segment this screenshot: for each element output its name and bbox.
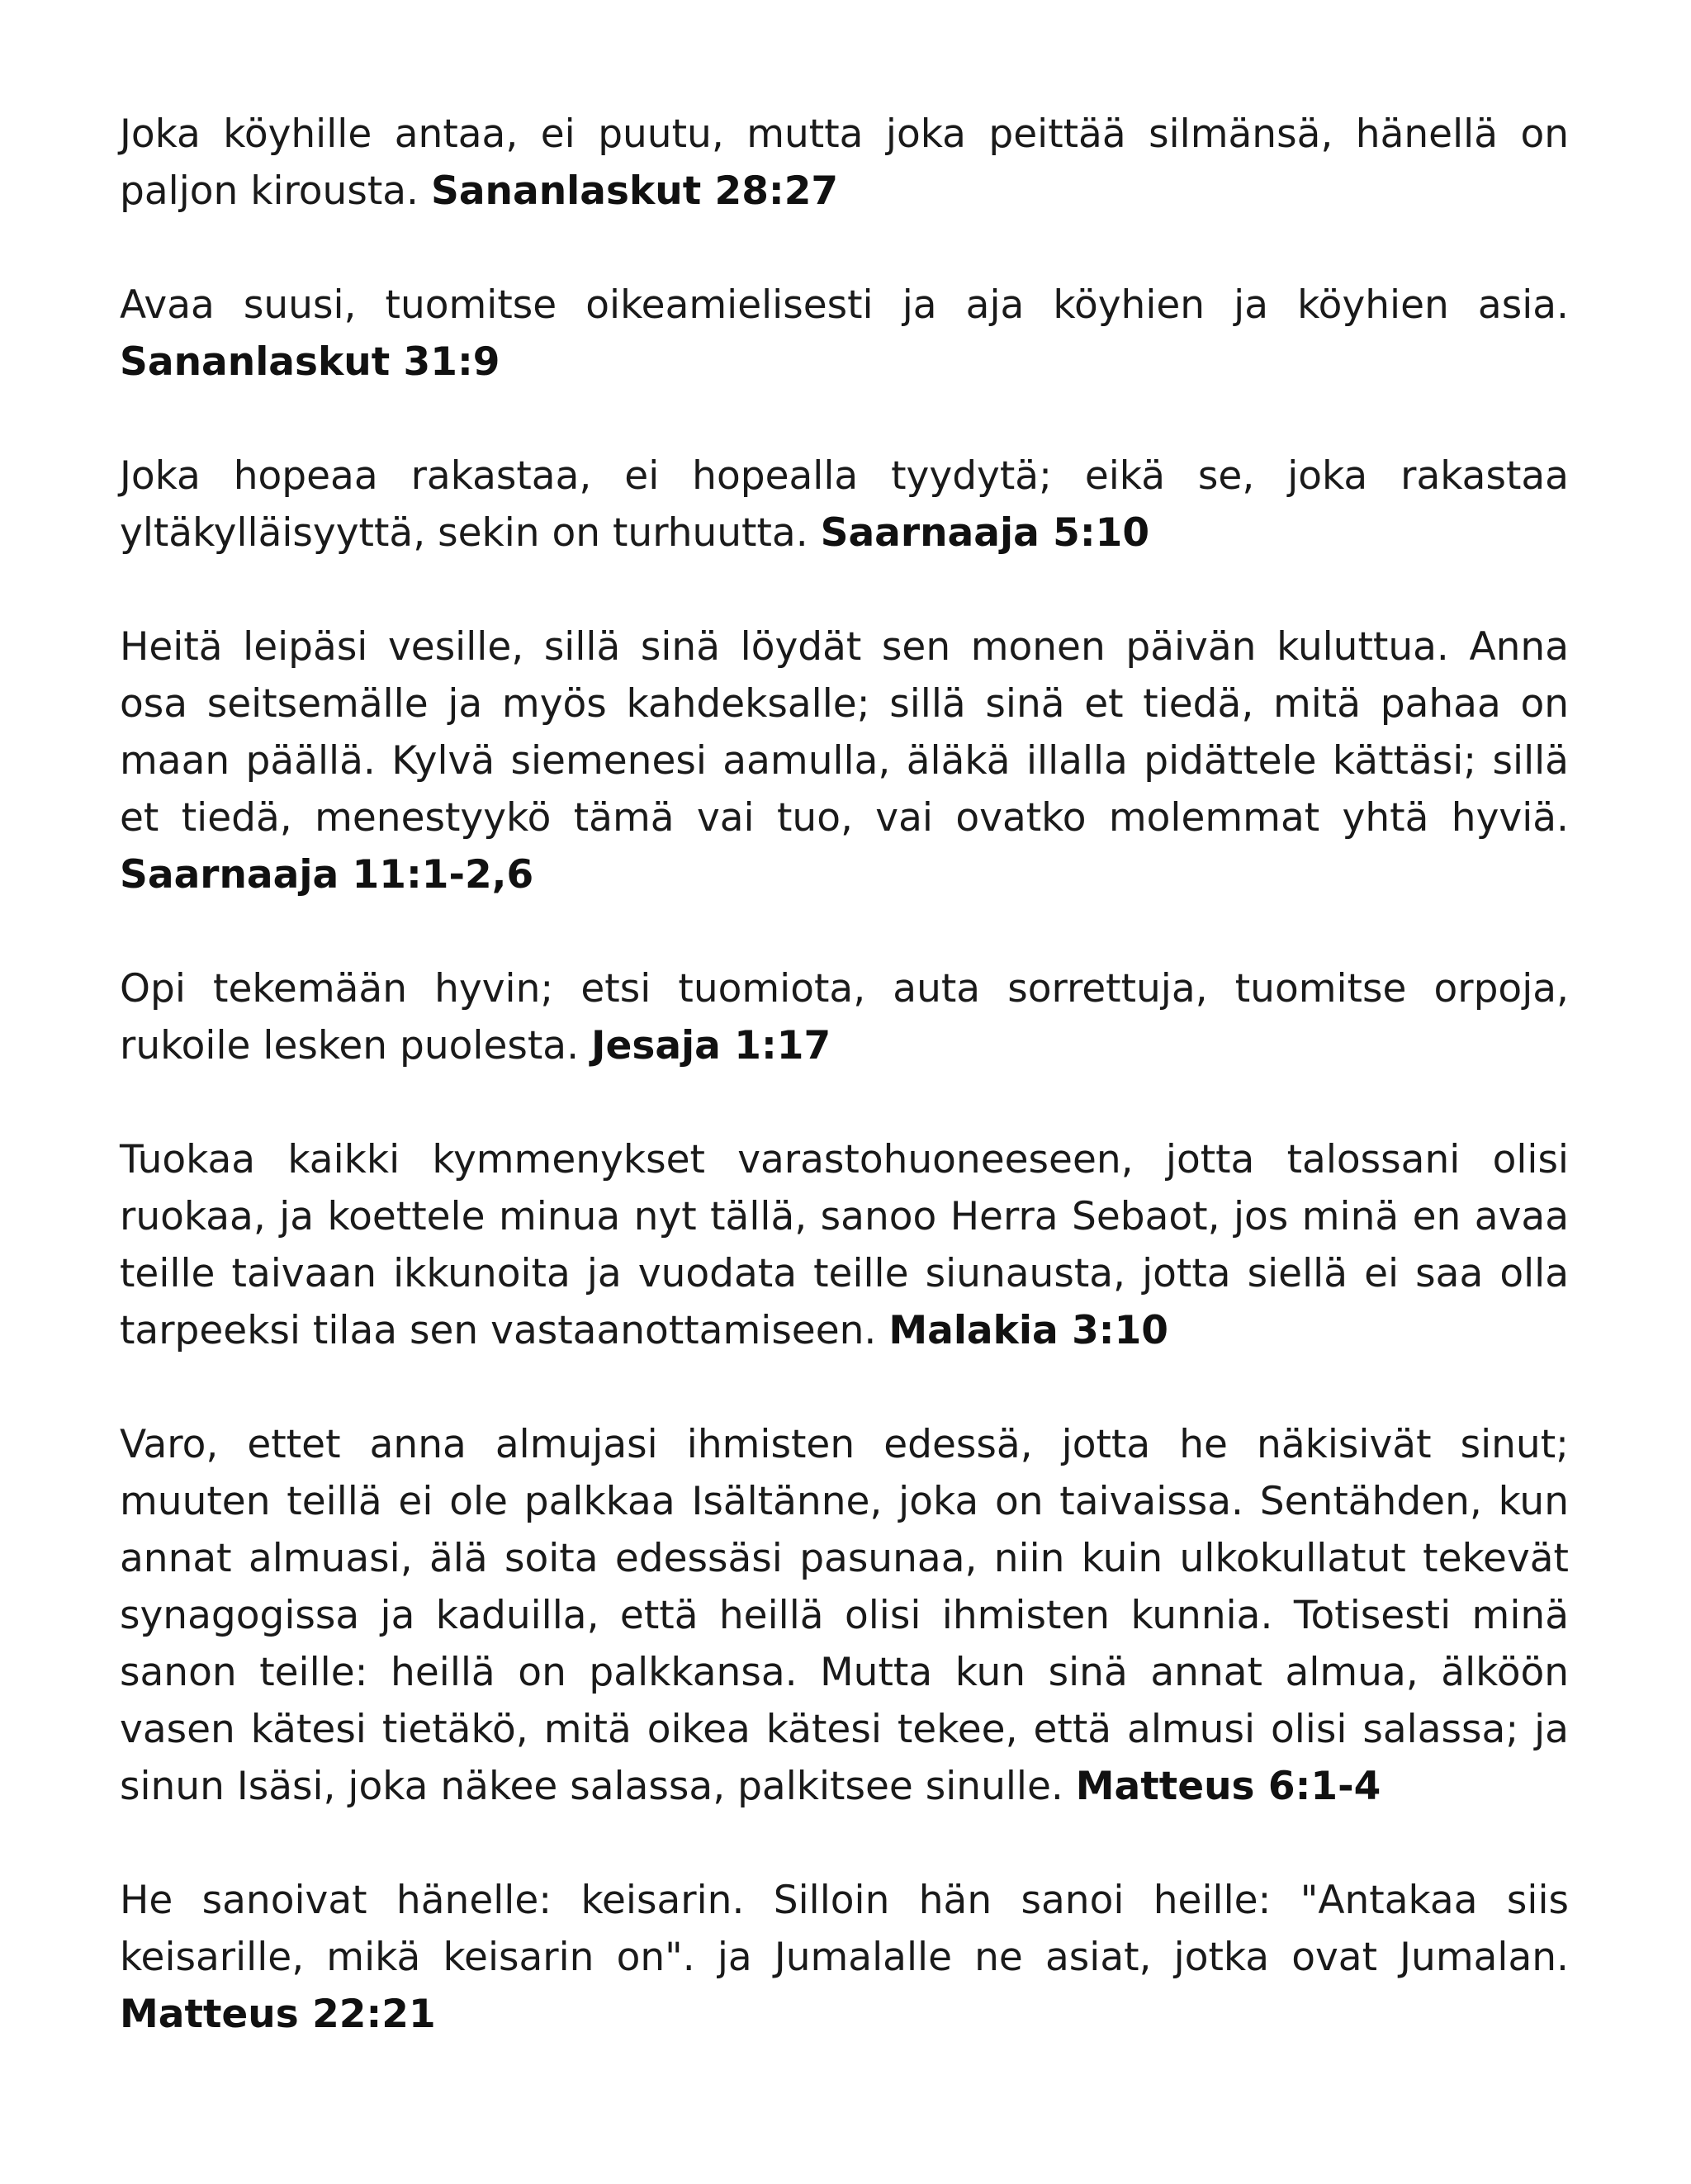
verse-paragraph (120, 1131, 1569, 1359)
verse-text: Opi tekemään hyvin; etsi tuomiota, auta sorrettuja, tuomitse orpoja, rukoile lesken puolesta. (120, 966, 1569, 1068)
verse-text: Joka hopeaa rakastaa, ei hopealla tyydytä; eikä se, joka rakastaa yltäkylläisyyttä, sekin on turhuutta. (120, 453, 1569, 556)
verse-reference: Saarnaaja 5:10 (820, 510, 1150, 556)
verse-text: Varo, ettet anna almujasi ihmisten edessä, jotta he näkisivät sinut; muuten teillä ei ole palkkaa Isältänne, joka on taivaissa. Sentähden, kun annat almuasi, älä soita edessäsi pasunaa, niin kuin ulkokullatut tekevät synagogissa ja kaduilla, että heillä olisi ihmisten kunnia. Totisesti minä sanon teille: heillä on palkkansa. Mutta kun sinä annat almua, älköön vasen kätesi tietäkö, mitä oikea kätesi tekee, että almusi olisi salassa; ja sinun Isäsi, joka näkee salassa, palkitsee sinulle. (120, 1422, 1569, 1809)
verse-reference: Sananlaskut 31:9 (120, 339, 500, 385)
verse-paragraph (120, 106, 1569, 220)
verse-paragraph (120, 1872, 1569, 2043)
verse-text: Joka köyhille antaa, ei puutu, mutta joka peittää silmänsä, hänellä on paljon kirousta. (120, 111, 1569, 214)
verse-paragraph (120, 1416, 1569, 1815)
verse-text: He sanoivat hänelle: keisarin. Silloin hän sanoi heille: "Antakaa siis keisarille, mikä keisarin on". ja Jumalalle ne asiat, jotka ovat Jumalan. (120, 1878, 1569, 1980)
verse-reference: Malakia 3:10 (888, 1308, 1168, 1353)
verse-reference: Matteus 22:21 (120, 1992, 436, 2037)
verse-reference: Saarnaaja 11:1-2,6 (120, 852, 534, 898)
verse-text: Tuokaa kaikki kymmenykset varastohuoneeseen, jotta talossani olisi ruokaa, ja koettele minua nyt tällä, sanoo Herra Sebaot, jos minä en avaa teille taivaan ikkunoita ja vuodata teille siunausta, jotta siellä ei saa olla tarpeeksi tilaa sen vastaanottamiseen. (120, 1137, 1569, 1353)
verse-text: Avaa suusi, tuomitse oikeamielisesti ja aja köyhien ja köyhien asia. (120, 282, 1569, 328)
verse-reference: Sananlaskut 28:27 (430, 168, 839, 214)
verse-text: Heitä leipäsi vesille, sillä sinä löydät sen monen päivän kuluttua. Anna osa seitsemälle ja myös kahdeksalle; sillä sinä et tiedä, mitä pahaa on maan päällä. Kylvä siemenesi aamulla, äläkä illalla pidättele kättäsi; sillä et tiedä, menestyykö tämä vai tuo, vai ovatko molemmat yhtä hyviä. (120, 624, 1569, 841)
verse-reference: Matteus 6:1-4 (1075, 1764, 1381, 1809)
verse-paragraph (120, 960, 1569, 1074)
verse-paragraph (120, 618, 1569, 903)
verse-paragraph (120, 277, 1569, 391)
document-page (120, 106, 1569, 2100)
verse-paragraph (120, 448, 1569, 561)
verse-reference: Jesaja 1:17 (591, 1023, 831, 1068)
